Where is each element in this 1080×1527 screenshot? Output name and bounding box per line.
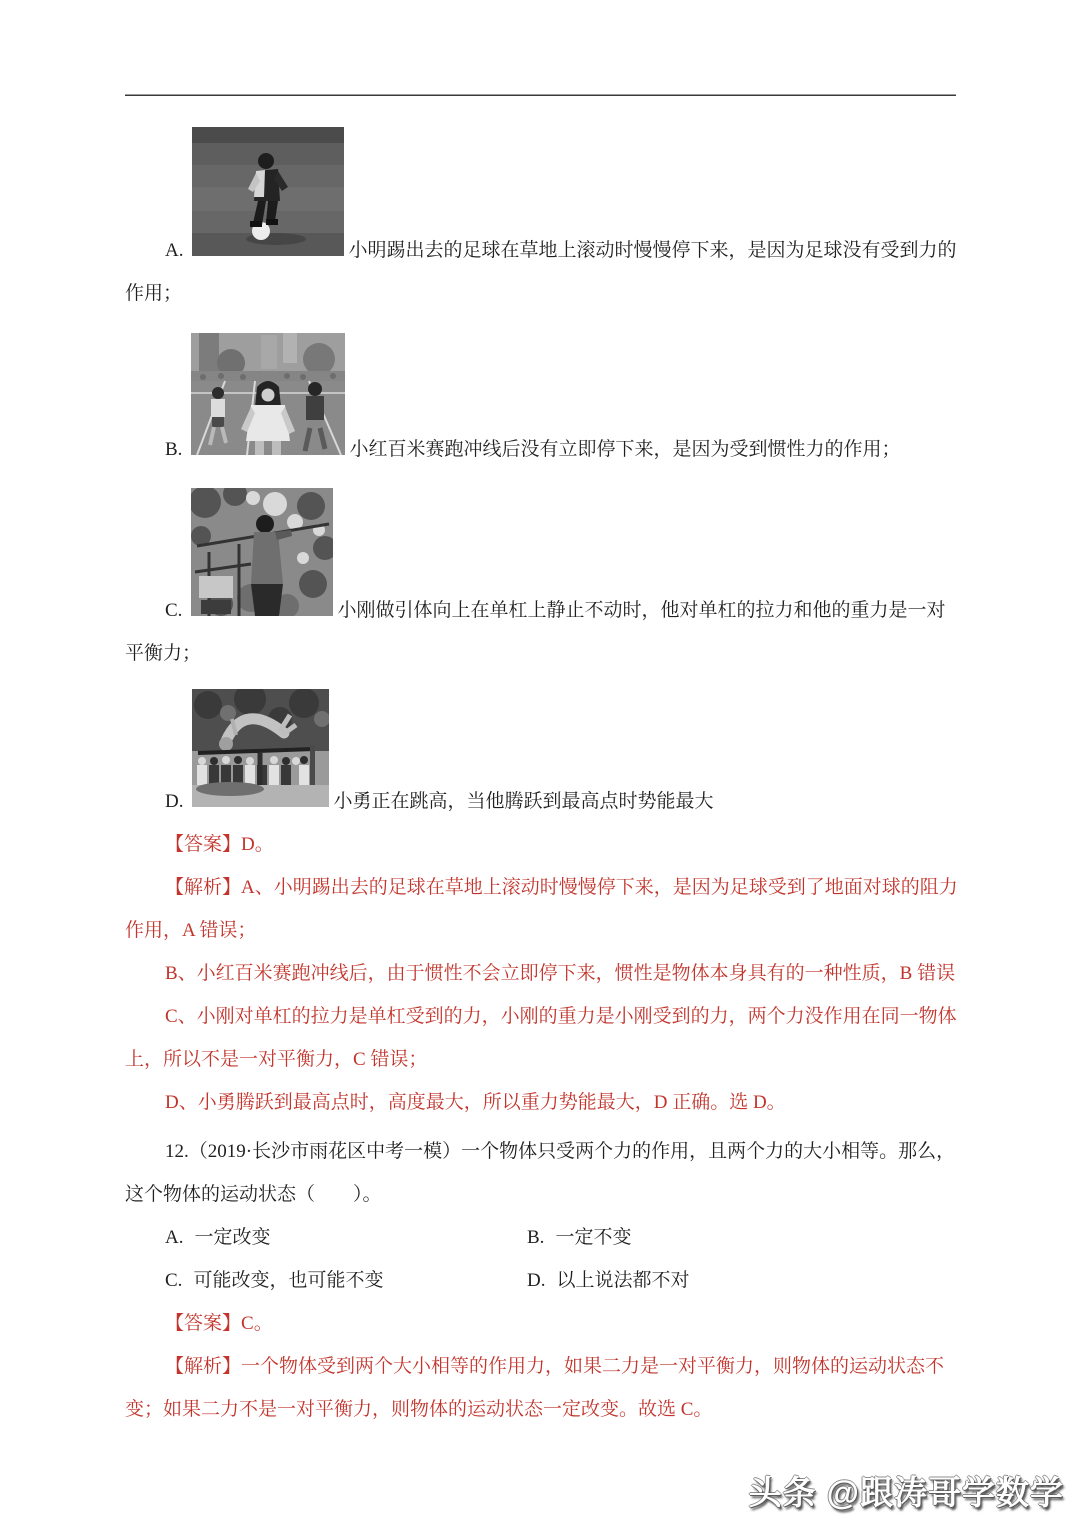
sprint-finish-photo	[191, 333, 345, 455]
q11-answer-prefix: 【答案】	[165, 834, 242, 855]
section-divider	[125, 94, 956, 96]
q12-analysis	[125, 1345, 963, 1431]
q11-analysis-line-c: C、小刚对单杠的拉力是单杠受到的力，小刚的重力是小刚受到的力，两个力没作用在同一物体上，所以不是一对平衡力，C 错误；	[125, 1006, 957, 1070]
q12-options	[165, 1216, 963, 1302]
high-jump-photo	[192, 689, 329, 807]
q12-option-d-label: D.	[527, 1270, 546, 1291]
q11-option-d	[125, 689, 963, 823]
q12-option-d-text: 以上说法都不对	[556, 1270, 690, 1291]
q11-analysis-line-a	[125, 866, 963, 952]
soccer-kick-photo	[192, 127, 344, 256]
q12-answer-line	[125, 1302, 963, 1345]
q11-answer-line	[125, 823, 963, 866]
pull-up-photo	[191, 488, 333, 616]
q12-analysis-prefix: 【解析】	[165, 1356, 242, 1377]
q12-option-b-text: 一定不变	[555, 1227, 632, 1248]
q12-option-d	[527, 1259, 963, 1302]
q11-analysis-prefix: 【解析】	[165, 877, 242, 898]
q11-option-b	[125, 333, 963, 471]
exam-content	[125, 97, 963, 1431]
q12-option-b-label: B.	[527, 1227, 545, 1248]
q12-option-a-text: 一定改变	[194, 1227, 271, 1248]
q11-option-b-text: 小红百米赛跑冲线后没有立即停下来，是因为受到惯性力的作用；	[349, 439, 901, 460]
q11-answer-value: D。	[241, 834, 274, 855]
q12-option-b	[527, 1216, 963, 1259]
q12-answer-value: C。	[241, 1313, 273, 1334]
q11-analysis-a: A、小明踢出去的足球在草地上滚动时慢慢停下来，是因为足球受到了地面对球的阻力作用，A 错误；	[125, 877, 958, 941]
q12-option-c-label: C.	[165, 1270, 183, 1291]
q12-answer-prefix: 【答案】	[165, 1313, 242, 1334]
q11-option-d-label: D.	[165, 791, 184, 812]
q11-analysis-line-d: D、小勇腾跃到最高点时，高度最大，所以重力势能最大，D 正确。选 D。	[165, 1092, 786, 1113]
q11-option-a-text: 小明踢出去的足球在草地上滚动时慢慢停下来，是因为足球没有受到力的作用；	[125, 240, 957, 304]
q11-option-c	[125, 488, 963, 675]
q11-option-b-label: B.	[165, 439, 183, 460]
q12-option-a-label: A.	[165, 1227, 184, 1248]
q11-option-a-label: A.	[165, 240, 184, 261]
q11-analysis-line-b: B、小红百米赛跑冲线后，由于惯性不会立即停下来，惯性是物体本身具有的一种性质，B 错误	[165, 963, 956, 984]
q12-stem: 12.（2019·长沙市雨花区中考一模）一个物体只受两个力的作用，且两个力的大小相等。那么，这个物体的运动状态（ ）。	[125, 1141, 956, 1205]
q12-option-c	[165, 1259, 527, 1302]
watermark: 头条 @跟涛哥学数学	[748, 1474, 1064, 1511]
q11-option-c-label: C.	[165, 600, 183, 621]
q11-option-d-text: 小勇正在跳高，当他腾跃到最高点时势能最大	[333, 791, 714, 812]
q11-option-c-text: 小刚做引体向上在单杠上静止不动时，他对单杠的拉力和他的重力是一对平衡力；	[125, 600, 946, 664]
q12-option-a	[165, 1216, 527, 1259]
q11-option-a	[125, 127, 963, 315]
q12-option-c-text: 可能改变，也可能不变	[193, 1270, 384, 1291]
q12-analysis-text: 一个物体受到两个大小相等的作用力，如果二力是一对平衡力，则物体的运动状态不变；如果二力不是一对平衡力，则物体的运动状态一定改变。故选 C。	[125, 1356, 945, 1420]
